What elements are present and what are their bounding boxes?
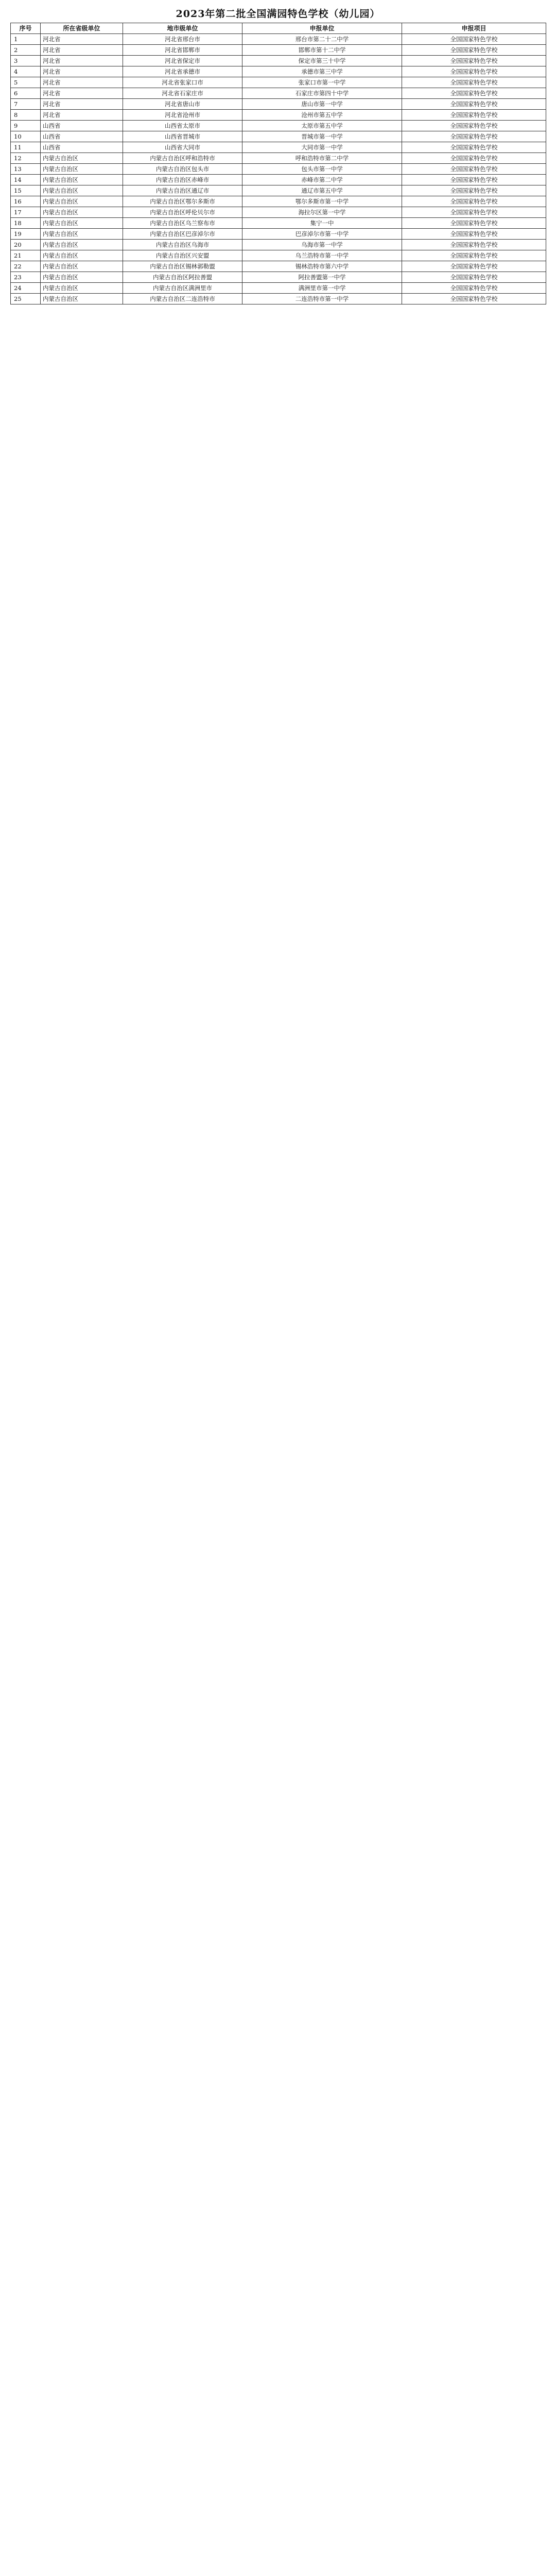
- row-city: 河北省石家庄市: [123, 88, 242, 99]
- row-school: 阿拉善盟第一中学: [242, 272, 402, 283]
- row-city: 内蒙古自治区呼和浩特市: [123, 153, 242, 164]
- row-province: 河北省: [41, 66, 123, 77]
- row-school: 太原市第五中学: [242, 121, 402, 131]
- row-city: 内蒙古自治区赤峰市: [123, 175, 242, 185]
- row-number: 16: [11, 196, 41, 207]
- table-row: [11, 250, 546, 261]
- table-row: [11, 56, 546, 66]
- row-number: 6: [11, 88, 41, 99]
- row-school: 邢台市第二十二中学: [242, 34, 402, 45]
- row-city: 内蒙古自治区满洲里市: [123, 283, 242, 294]
- row-province: 河北省: [41, 77, 123, 88]
- row-city: 河北省承德市: [123, 66, 242, 77]
- table-row: [11, 142, 546, 153]
- row-number: 15: [11, 185, 41, 196]
- row-province: 山西省: [41, 142, 123, 153]
- row-project: 全国国家特色学校: [402, 229, 546, 240]
- row-city: 河北省保定市: [123, 56, 242, 66]
- row-project: 全国国家特色学校: [402, 283, 546, 294]
- row-school: 巴彦淖尔市第一中学: [242, 229, 402, 240]
- row-province: 内蒙古自治区: [41, 294, 123, 304]
- row-city: 山西省晋城市: [123, 131, 242, 142]
- row-school: 乌兰浩特市第一中学: [242, 250, 402, 261]
- row-province: 内蒙古自治区: [41, 218, 123, 229]
- table-row: [11, 175, 546, 185]
- row-city: 山西省大同市: [123, 142, 242, 153]
- header-school: 申报单位: [242, 23, 402, 34]
- row-school: 通辽市第五中学: [242, 185, 402, 196]
- row-project: 全国国家特色学校: [402, 34, 546, 45]
- row-province: 内蒙古自治区: [41, 272, 123, 283]
- row-school: 承德市第三中学: [242, 66, 402, 77]
- row-number: 19: [11, 229, 41, 240]
- row-school: 邯郸市第十二中学: [242, 45, 402, 56]
- row-project: 全国国家特色学校: [402, 131, 546, 142]
- row-project: 全国国家特色学校: [402, 250, 546, 261]
- row-number: 11: [11, 142, 41, 153]
- table-row: [11, 229, 546, 240]
- row-project: 全国国家特色学校: [402, 110, 546, 121]
- row-number: 7: [11, 99, 41, 110]
- row-project: 全国国家特色学校: [402, 77, 546, 88]
- row-school: 锡林浩特市第六中学: [242, 261, 402, 272]
- row-province: 内蒙古自治区: [41, 164, 123, 175]
- row-province: 内蒙古自治区: [41, 229, 123, 240]
- row-school: 呼和浩特市第二中学: [242, 153, 402, 164]
- header-project: 申报项目: [402, 23, 546, 34]
- row-number: 10: [11, 131, 41, 142]
- row-number: 12: [11, 153, 41, 164]
- table-row: [11, 164, 546, 175]
- row-project: 全国国家特色学校: [402, 207, 546, 218]
- table-header-row: [11, 23, 546, 34]
- row-school: 沧州市第五中学: [242, 110, 402, 121]
- table-row: [11, 283, 546, 294]
- header-province: 所在省级单位: [41, 23, 123, 34]
- row-school: 集宁一中: [242, 218, 402, 229]
- row-city: 河北省邯郸市: [123, 45, 242, 56]
- row-province: 内蒙古自治区: [41, 175, 123, 185]
- row-number: 25: [11, 294, 41, 304]
- row-city: 山西省太原市: [123, 121, 242, 131]
- row-school: 二连浩特市第一中学: [242, 294, 402, 304]
- table-row: [11, 240, 546, 250]
- row-province: 河北省: [41, 99, 123, 110]
- row-school: 鄂尔多斯市第一中学: [242, 196, 402, 207]
- row-city: 内蒙古自治区乌海市: [123, 240, 242, 250]
- table-row: [11, 121, 546, 131]
- row-province: 河北省: [41, 88, 123, 99]
- row-number: 23: [11, 272, 41, 283]
- row-number: 1: [11, 34, 41, 45]
- row-project: 全国国家特色学校: [402, 164, 546, 175]
- row-city: 内蒙古自治区二连浩特市: [123, 294, 242, 304]
- header-no: 序号: [11, 23, 41, 34]
- table-row: [11, 45, 546, 56]
- row-project: 全国国家特色学校: [402, 272, 546, 283]
- table-row: [11, 77, 546, 88]
- row-province: 河北省: [41, 34, 123, 45]
- table-row: [11, 196, 546, 207]
- row-province: 内蒙古自治区: [41, 250, 123, 261]
- row-project: 全国国家特色学校: [402, 261, 546, 272]
- table-row: [11, 185, 546, 196]
- row-number: 14: [11, 175, 41, 185]
- row-project: 全国国家特色学校: [402, 66, 546, 77]
- school-table: [10, 23, 546, 304]
- page-title: 2023年第二批全国满园特色学校（幼儿园）: [176, 8, 380, 20]
- row-province: 内蒙古自治区: [41, 240, 123, 250]
- row-project: 全国国家特色学校: [402, 142, 546, 153]
- row-province: 内蒙古自治区: [41, 185, 123, 196]
- row-city: 内蒙古自治区通辽市: [123, 185, 242, 196]
- table-row: [11, 294, 546, 304]
- row-project: 全国国家特色学校: [402, 185, 546, 196]
- row-project: 全国国家特色学校: [402, 121, 546, 131]
- row-school: 晋城市第一中学: [242, 131, 402, 142]
- row-number: 22: [11, 261, 41, 272]
- table-row: [11, 88, 546, 99]
- row-number: 8: [11, 110, 41, 121]
- row-city: 内蒙古自治区兴安盟: [123, 250, 242, 261]
- row-school: 保定市第三十中学: [242, 56, 402, 66]
- row-city: 河北省唐山市: [123, 99, 242, 110]
- row-school: 赤峰市第二中学: [242, 175, 402, 185]
- row-province: 河北省: [41, 110, 123, 121]
- row-project: 全国国家特色学校: [402, 240, 546, 250]
- row-city: 内蒙古自治区包头市: [123, 164, 242, 175]
- row-number: 5: [11, 77, 41, 88]
- row-school: 张家口市第一中学: [242, 77, 402, 88]
- row-project: 全国国家特色学校: [402, 56, 546, 66]
- row-city: 河北省沧州市: [123, 110, 242, 121]
- table-row: [11, 272, 546, 283]
- row-school: 满洲里市第一中学: [242, 283, 402, 294]
- row-number: 21: [11, 250, 41, 261]
- row-number: 18: [11, 218, 41, 229]
- row-project: 全国国家特色学校: [402, 175, 546, 185]
- row-school: 海拉尔区第一中学: [242, 207, 402, 218]
- row-number: 3: [11, 56, 41, 66]
- header-city: 地市级单位: [123, 23, 242, 34]
- row-city: 内蒙古自治区锡林郭勒盟: [123, 261, 242, 272]
- row-province: 河北省: [41, 56, 123, 66]
- table-row: [11, 99, 546, 110]
- table-row: [11, 110, 546, 121]
- row-province: 内蒙古自治区: [41, 207, 123, 218]
- row-project: 全国国家特色学校: [402, 196, 546, 207]
- row-city: 内蒙古自治区鄂尔多斯市: [123, 196, 242, 207]
- row-number: 24: [11, 283, 41, 294]
- row-project: 全国国家特色学校: [402, 218, 546, 229]
- row-city: 内蒙古自治区呼伦贝尔市: [123, 207, 242, 218]
- table-row: [11, 153, 546, 164]
- row-school: 大同市第一中学: [242, 142, 402, 153]
- table-row: [11, 207, 546, 218]
- row-project: 全国国家特色学校: [402, 153, 546, 164]
- table-row: [11, 218, 546, 229]
- row-number: 20: [11, 240, 41, 250]
- row-number: 17: [11, 207, 41, 218]
- row-city: 河北省张家口市: [123, 77, 242, 88]
- row-province: 内蒙古自治区: [41, 153, 123, 164]
- table-row: [11, 34, 546, 45]
- row-project: 全国国家特色学校: [402, 99, 546, 110]
- row-school: 石家庄市第四十中学: [242, 88, 402, 99]
- row-school: 包头市第一中学: [242, 164, 402, 175]
- row-city: 内蒙古自治区巴彦淖尔市: [123, 229, 242, 240]
- row-school: 唐山市第一中学: [242, 99, 402, 110]
- row-province: 内蒙古自治区: [41, 261, 123, 272]
- row-school: 乌海市第一中学: [242, 240, 402, 250]
- table-row: [11, 261, 546, 272]
- row-city: 河北省邢台市: [123, 34, 242, 45]
- table-row: [11, 66, 546, 77]
- row-city: 内蒙古自治区阿拉善盟: [123, 272, 242, 283]
- row-number: 4: [11, 66, 41, 77]
- row-province: 内蒙古自治区: [41, 283, 123, 294]
- row-project: 全国国家特色学校: [402, 45, 546, 56]
- row-province: 山西省: [41, 131, 123, 142]
- row-number: 13: [11, 164, 41, 175]
- row-number: 2: [11, 45, 41, 56]
- row-province: 河北省: [41, 45, 123, 56]
- row-project: 全国国家特色学校: [402, 294, 546, 304]
- row-project: 全国国家特色学校: [402, 88, 546, 99]
- row-province: 山西省: [41, 121, 123, 131]
- table-row: [11, 131, 546, 142]
- row-number: 9: [11, 121, 41, 131]
- row-city: 内蒙古自治区乌兰察布市: [123, 218, 242, 229]
- row-province: 内蒙古自治区: [41, 196, 123, 207]
